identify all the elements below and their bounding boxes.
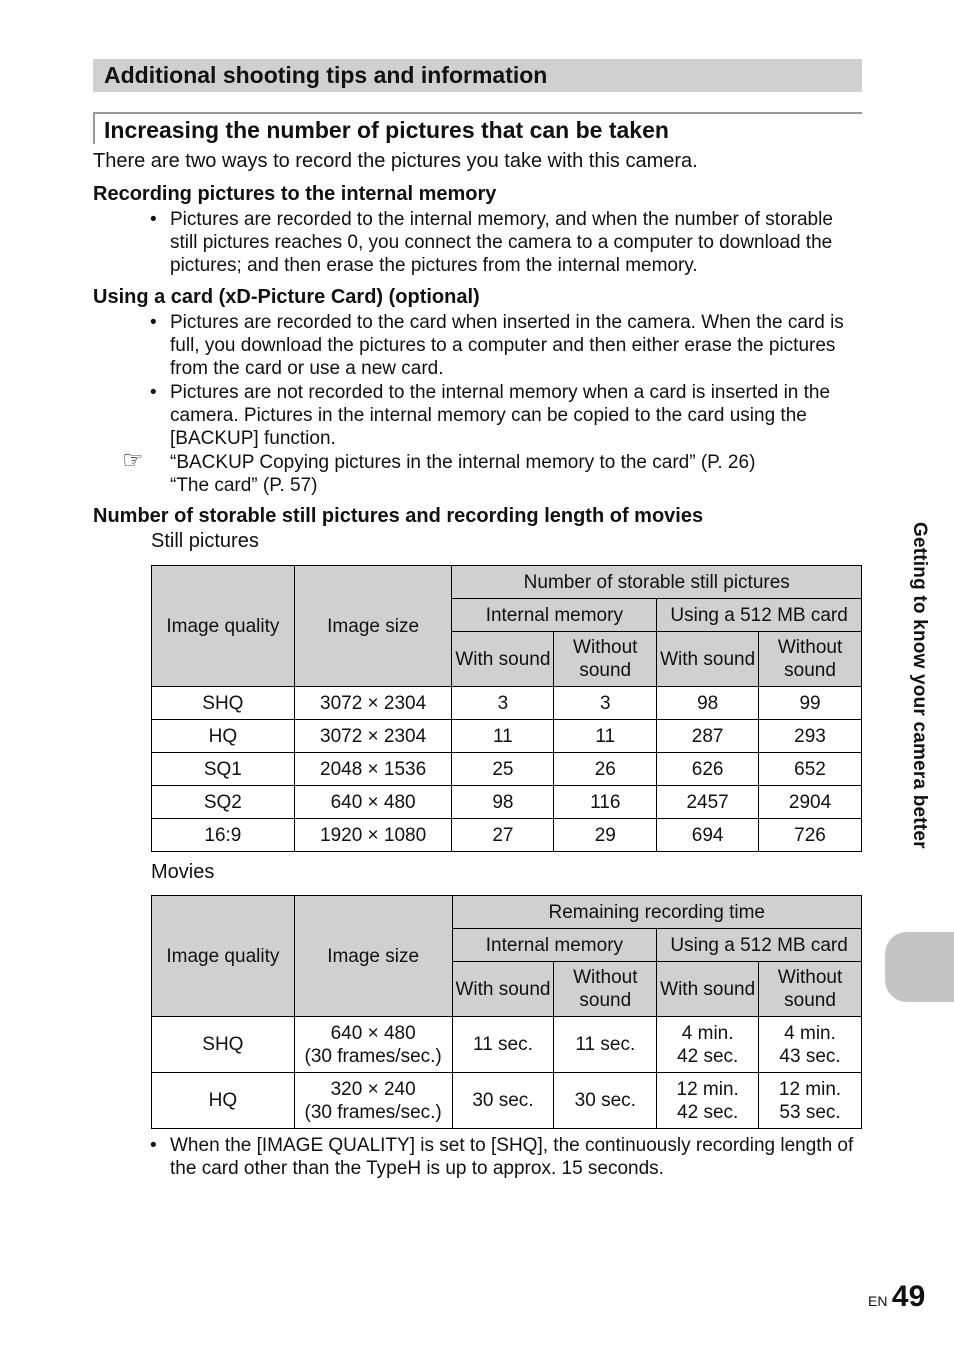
table-cell: 29	[554, 819, 657, 852]
table-cell: 11 sec.	[554, 1017, 657, 1073]
col-with-sound: With sound	[657, 632, 759, 687]
table-cell: 3	[554, 687, 657, 720]
table-cell: HQ	[152, 1073, 295, 1129]
col-with-sound: With sound	[452, 632, 554, 687]
bullet-dot: •	[150, 1135, 157, 1156]
table-cell: 640 × 480 (30 frames/sec.)	[294, 1017, 452, 1073]
table-cell: 626	[657, 753, 759, 786]
bullet-text: Pictures are recorded to the internal memory, and when the number of storable still pictures reaches 0, you connect the camera to a computer to download the pictures; and then erase the pictures from the internal memory.	[170, 209, 833, 276]
col-image-quality: Image quality	[152, 566, 295, 687]
table-cell: 293	[759, 720, 862, 753]
reference-backup-link[interactable]: “BACKUP Copying pictures in the internal memory to the card” (P. 26)	[170, 452, 756, 473]
bullet-item	[150, 381, 865, 451]
table-cell: 694	[657, 819, 759, 852]
reference-note	[122, 447, 862, 497]
pointing-hand-icon: ☞	[122, 447, 144, 474]
table-cell: SQ1	[152, 753, 295, 786]
bullet-dot: •	[150, 312, 157, 333]
table-cell: 12 min. 53 sec.	[759, 1073, 862, 1129]
table-cell: 98	[657, 687, 759, 720]
movies-label: Movies	[151, 861, 215, 883]
chapter-tab	[885, 932, 954, 1002]
card-heading: Using a card (xD-Picture Card) (optional)	[93, 286, 480, 308]
table-cell: 16:9	[152, 819, 295, 852]
col-image-quality: Image quality	[152, 896, 295, 1017]
table-row	[152, 1073, 862, 1129]
movies-table	[151, 895, 862, 1129]
still-pictures-table	[151, 565, 862, 852]
table-cell: 25	[452, 753, 554, 786]
col-image-size: Image size	[294, 566, 452, 687]
table-cell: 652	[759, 753, 862, 786]
table-cell: 3	[452, 687, 554, 720]
table-cell: 116	[554, 786, 657, 819]
subsection-title: Increasing the number of pictures that can be taken	[104, 117, 669, 143]
col-card: Using a 512 MB card	[657, 929, 862, 962]
col-internal-memory: Internal memory	[452, 929, 657, 962]
table-cell: 4 min. 42 sec.	[657, 1017, 759, 1073]
table-cell: 320 × 240 (30 frames/sec.)	[294, 1073, 452, 1129]
intro-text: There are two ways to record the pictures you take with this camera.	[93, 150, 698, 172]
table-cell: 1920 × 1080	[294, 819, 452, 852]
table-row	[152, 753, 862, 786]
reference-card-link[interactable]: “The card” (P. 57)	[170, 475, 318, 496]
col-with-sound: With sound	[452, 962, 554, 1017]
bullet-item	[150, 311, 865, 381]
section-title: Additional shooting tips and information	[104, 62, 548, 88]
col-group-remaining: Remaining recording time	[452, 896, 861, 929]
table-row	[152, 819, 862, 852]
table-cell: 99	[759, 687, 862, 720]
table-cell: SQ2	[152, 786, 295, 819]
table-cell: 287	[657, 720, 759, 753]
table-cell: SHQ	[152, 687, 295, 720]
bullet-text: Pictures are not recorded to the internal memory when a card is inserted in the camera. Pictures in the internal memory can be copied to the card using the [BACKUP] function.	[170, 382, 831, 449]
table-cell: 3072 × 2304	[294, 720, 452, 753]
col-with-sound: With sound	[657, 962, 759, 1017]
subsection-heading	[93, 112, 862, 144]
still-pictures-label: Still pictures	[151, 530, 259, 552]
bullet-text: When the [IMAGE QUALITY] is set to [SHQ], the continuously recording length of the card other than the TypeH is up to approx. 15 seconds.	[170, 1135, 854, 1179]
bullet-item	[150, 1134, 865, 1182]
col-card: Using a 512 MB card	[657, 599, 862, 632]
table-cell: 30 sec.	[452, 1073, 554, 1129]
table-cell: 2457	[657, 786, 759, 819]
table-cell: 12 min. 42 sec.	[657, 1073, 759, 1129]
internal-memory-heading: Recording pictures to the internal memory	[93, 183, 497, 205]
col-internal-memory: Internal memory	[452, 599, 657, 632]
bullet-dot: •	[150, 209, 157, 230]
bullet-item	[150, 208, 865, 278]
col-without-sound: Without sound	[554, 632, 657, 687]
table-cell: 11	[452, 720, 554, 753]
page-number	[868, 1280, 925, 1314]
bullet-text: Pictures are recorded to the card when inserted in the camera. When the card is full, you download the pictures to a computer and then either erase the pictures from the card or use a new card.	[170, 312, 844, 379]
storage-heading: Number of storable still pictures and recording length of movies	[93, 505, 704, 527]
table-cell: 26	[554, 753, 657, 786]
col-group-storable: Number of storable still pictures	[452, 566, 862, 599]
table-row	[152, 720, 862, 753]
table-cell: 640 × 480	[294, 786, 452, 819]
table-cell: 27	[452, 819, 554, 852]
table-cell: 2048 × 1536	[294, 753, 452, 786]
table-cell: 2904	[759, 786, 862, 819]
table-cell: SHQ	[152, 1017, 295, 1073]
language-code: EN	[868, 1293, 888, 1309]
table-cell: 30 sec.	[554, 1073, 657, 1129]
table-cell: 3072 × 2304	[294, 687, 452, 720]
table-cell: 726	[759, 819, 862, 852]
chapter-side-label: Getting to know your camera better	[909, 522, 930, 849]
col-without-sound: Without sound	[759, 962, 862, 1017]
page-number-value: 49	[891, 1280, 926, 1313]
col-image-size: Image size	[294, 896, 452, 1017]
col-without-sound: Without sound	[554, 962, 657, 1017]
section-title-bar	[93, 59, 862, 92]
table-cell: 98	[452, 786, 554, 819]
table-cell: 11 sec.	[452, 1017, 554, 1073]
bullet-dot: •	[150, 382, 157, 403]
table-row	[152, 687, 862, 720]
table-row	[152, 1017, 862, 1073]
table-cell: HQ	[152, 720, 295, 753]
table-cell: 4 min. 43 sec.	[759, 1017, 862, 1073]
table-cell: 11	[554, 720, 657, 753]
col-without-sound: Without sound	[759, 632, 862, 687]
table-row	[152, 786, 862, 819]
